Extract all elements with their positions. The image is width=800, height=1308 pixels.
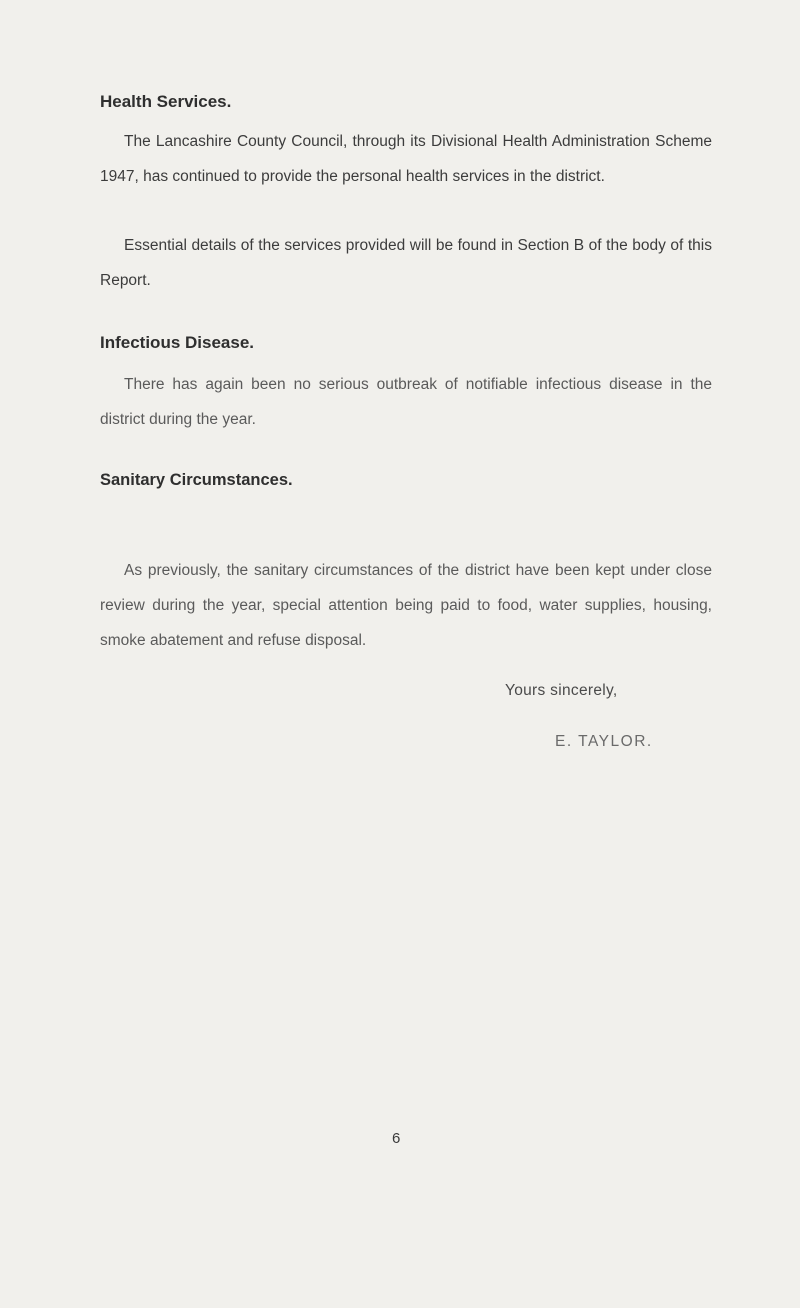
closing-salutation: Yours sincerely, xyxy=(505,682,618,699)
section-heading-infectious-disease: Infectious Disease. xyxy=(100,333,255,352)
page-number: 6 xyxy=(392,1130,401,1147)
paragraph-health-services-1 xyxy=(100,124,712,194)
paragraph-text: As previously, the sanitary circumstances of the district have been kept under close review during the year, special attention being paid to food, water supplies, housing, smoke abatement and refuse disposal. xyxy=(100,562,712,649)
paragraph-text: There has again been no serious outbreak of notifiable infectious disease in the district during the year. xyxy=(100,376,712,428)
paragraph-text: The Lancashire County Council, through its Divisional Health Administration Scheme 1947, has continued to provide the personal health services in the district. xyxy=(100,133,712,185)
paragraph-text: Essential details of the services provided will be found in Section B of the body of this Report. xyxy=(100,237,712,289)
signature-name: E. TAYLOR. xyxy=(555,733,653,750)
section-heading-sanitary-circumstances: Sanitary Circumstances. xyxy=(100,471,293,489)
paragraph-infectious-disease xyxy=(100,367,712,437)
paragraph-sanitary-circumstances xyxy=(100,553,712,658)
paragraph-health-services-2 xyxy=(100,228,712,298)
section-heading-health-services: Health Services. xyxy=(100,92,232,111)
